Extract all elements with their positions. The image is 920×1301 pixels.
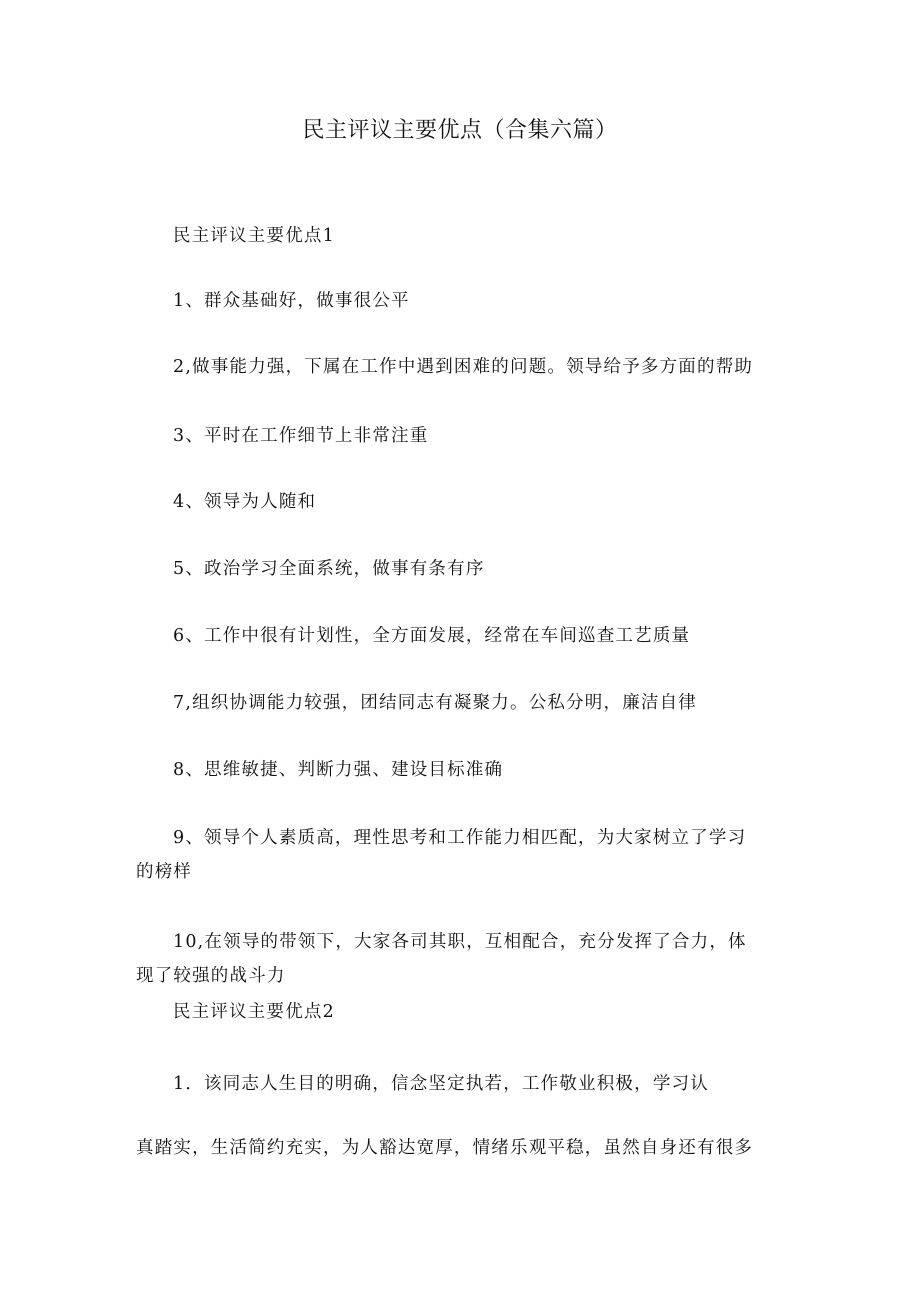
paragraph-line-1: 1．该同志人生目的明确，信念坚定执若，工作敬业积极，学习认 — [173, 1074, 709, 1094]
section-2-heading: 民主评议主要优点2 — [173, 1002, 335, 1022]
list-item: 5、政治学习全面系统，做事有条有序 — [173, 559, 485, 579]
list-item: 2,做事能力强，下属在工作中遇到困难的问题。领导给予多方面的帮助 — [173, 357, 754, 377]
paragraph-line-2: 真踏实，生活简约充实，为人豁达宽厚，情绪乐观平稳，虽然自身还有很多 — [136, 1138, 754, 1158]
document-title: 民主评议主要优点（合集六篇） — [302, 118, 618, 143]
section-1-heading: 民主评议主要优点1 — [173, 226, 335, 246]
list-item-9-line-2: 的榜样 — [136, 862, 193, 882]
list-item-10-line-1: 10,在领导的带领下，大家各司其职，互相配合，充分发挥了合力，体 — [173, 932, 747, 952]
list-item-10-line-2: 现了较强的战斗力 — [136, 966, 286, 986]
list-item: 1、群众基础好，做事很公平 — [173, 291, 410, 311]
list-item: 7,组织协调能力较强，团结同志有凝聚力。公私分明，廉洁自律 — [173, 693, 697, 713]
list-item: 4、领导为人随和 — [173, 492, 317, 512]
list-item: 6、工作中很有计划性，全方面发展，经常在车间巡查工艺质量 — [173, 626, 691, 646]
list-item: 3、平时在工作细节上非常注重 — [173, 426, 429, 446]
list-item-9-line-1: 9、领导个人素质高，理性思考和工作能力相匹配，为大家树立了学习 — [173, 828, 747, 848]
list-item: 8、思维敏捷、判断力强、建设目标准确 — [173, 760, 504, 780]
